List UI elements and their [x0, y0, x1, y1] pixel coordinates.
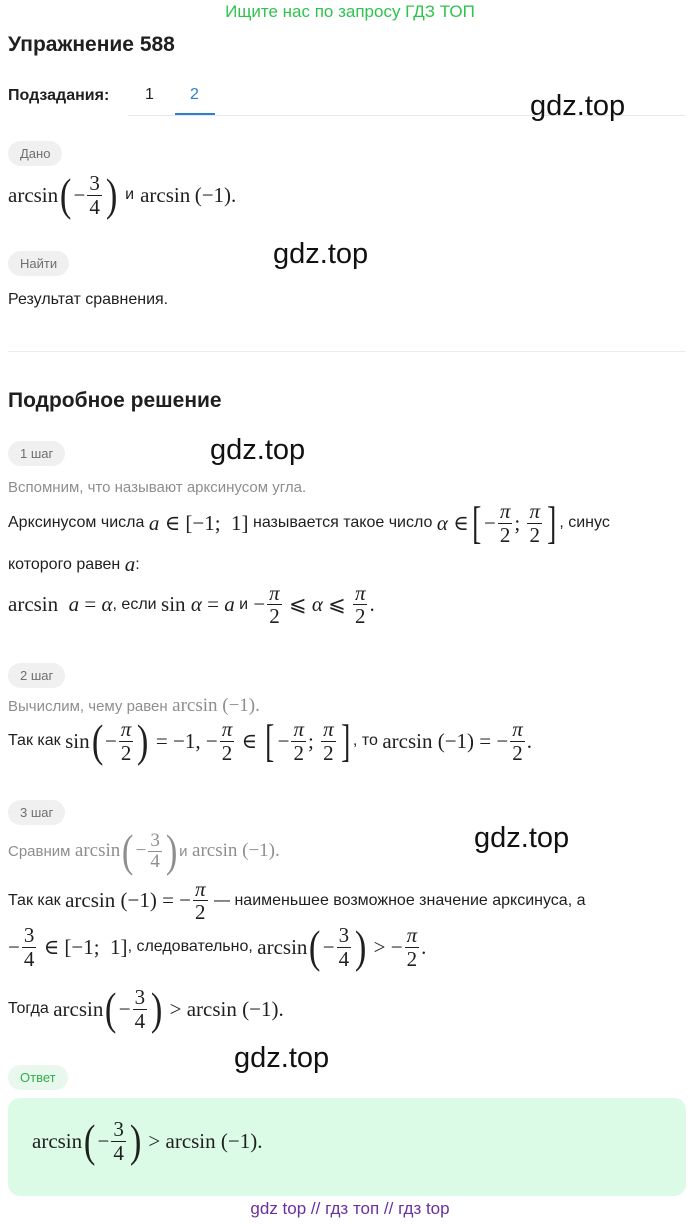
step-2-line: Так как sin ( − $\frac{\pi}{2}$ ) = −1, − $\frac{\pi}{2}$ ∈ [ − $\frac{\pi}{2}$ ; $\frac{\pi}{2}$ ] , то arcsin (−1) = − $\frac{\pi}{2}$ . — [8, 715, 533, 766]
watermark: gdz.top — [234, 1042, 330, 1074]
promo-text: Ищите нас по запросу ГДЗ ТОП — [225, 2, 475, 21]
step-1-chip: 1 шаг — [8, 441, 65, 466]
given-expression — [8, 169, 237, 220]
step-2-chip: 2 шаг — [8, 663, 65, 688]
math-func: arcsin — [8, 182, 59, 207]
step-3-line-3: Тогда arcsin ( − $\frac{3}{4}$ ) > arcsin (−1). — [8, 983, 284, 1034]
math-arg: (−1). — [194, 182, 237, 207]
watermark: gdz.top — [530, 90, 626, 122]
watermark: gdz.top — [273, 238, 369, 270]
find-chip: Найти — [8, 251, 69, 276]
paren-close: ) — [105, 169, 118, 220]
conj: и — [125, 186, 135, 203]
tab-subtask-2[interactable]: 2 — [190, 86, 199, 103]
section-divider — [8, 351, 686, 352]
answer-chip: Ответ — [8, 1065, 68, 1090]
step-3-hint: Сравним arcsin ( − $\frac{3}{4}$ ) и arcsin (−1). — [8, 825, 280, 876]
fraction: $\frac{3}{4}$ — [89, 171, 100, 219]
footer-links[interactable]: gdz top // гдз топ // гдз top — [250, 1199, 450, 1218]
math-minus: − — [73, 182, 86, 207]
watermark: gdz.top — [474, 822, 570, 854]
subtasks-label: Подзадания: — [8, 87, 110, 104]
step-1-line-2: которого равен a : — [8, 552, 140, 576]
step-3-line-2: − $\frac{3}{4}$ ∈ [−1; 1] , следовательно, arcsin ( − $\frac{3}{4}$ ) > − $\frac{\pi}{2}$ . — [8, 921, 427, 972]
paren-open: ( — [60, 169, 72, 220]
step-2-hint: Вычислим, чему равен arcsin (−1). — [8, 695, 260, 716]
step-1-hint: Вспомним, что называют арксинусом угла. — [8, 479, 307, 496]
math-func: arcsin — [140, 182, 191, 207]
exercise-title: Упражнение 588 — [8, 33, 175, 56]
step-3-line-1: Так как arcsin (−1) = − $\frac{\pi}{2}$ — наименьшее возможное значение арксинуса, а — [8, 877, 586, 925]
tab-subtask-1[interactable]: 1 — [145, 86, 154, 103]
watermark: gdz.top — [210, 434, 306, 466]
given-chip: Дано — [8, 141, 62, 166]
answer-expression: arcsin ( − $\frac{3}{4}$ ) > arcsin (−1). — [32, 1115, 263, 1166]
tab-active-indicator — [175, 113, 215, 115]
step-1-line-3: arcsin a = α , если sin α = a и − $\frac{\pi}{2}$ ⩽ α ⩽ $\frac{\pi}{2}$ . — [8, 581, 375, 629]
find-text: Результат сравнения. — [8, 291, 169, 308]
step-3-chip: 3 шаг — [8, 800, 65, 825]
solution-title: Подробное решение — [8, 389, 222, 412]
step-1-line-1: Арксинусом числа a ∈ [−1; 1] называется такое число α ∈ [ − $\frac{\pi}{2}$ ; $\frac{\pi}{2}$ ] , синус — [8, 497, 610, 548]
